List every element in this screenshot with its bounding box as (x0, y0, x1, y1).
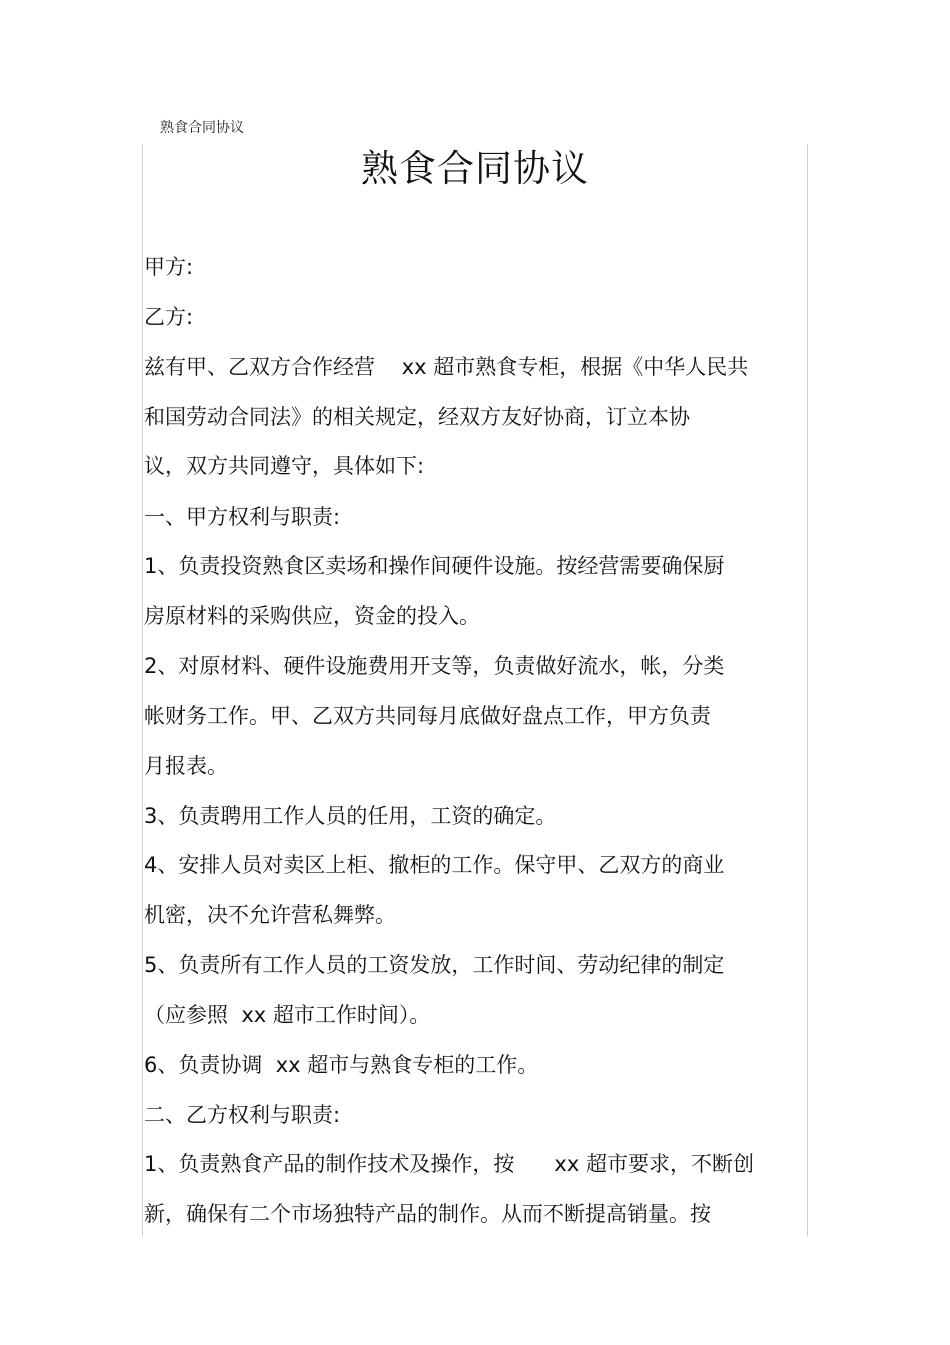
clause-line: 帐财务工作。甲、乙双方共同每月底做好盘点工作，甲方负责 (144, 704, 711, 728)
clause-line: 4、安排人员对卖区上柜、撤柜的工作。保守甲、乙双方的商业 (144, 853, 725, 877)
section-heading: 二、乙方权利与职责: (144, 1103, 341, 1127)
clause-line: 新，确保有二个市场独特产品的制作。从而不断提高销量。按 (144, 1202, 711, 1226)
clause-line: 3、负责聘用工作人员的任用，工资的确定。 (144, 804, 557, 828)
clause-line: 房原材料的采购供应，资金的投入。 (144, 604, 480, 628)
section-heading: 一、甲方权利与职责: (144, 505, 341, 529)
clause-line: 6、负责协调 xx 超市与熟食专柜的工作。 (144, 1053, 539, 1077)
clause-line: 1、负责投资熟食区卖场和操作间硬件设施。按经营需要确保厨 (144, 554, 725, 578)
clause-line: 1、负责熟食产品的制作技术及操作，按 xx 超市要求，不断创 (144, 1152, 754, 1176)
paragraph-line: 兹有甲、乙双方合作经营 xx 超市熟食专柜，根据《中华人民共 (144, 355, 749, 379)
paragraph-line: 议，双方共同遵守，具体如下: (144, 454, 425, 478)
clause-line: 5、负责所有工作人员的工资发放，工作时间、劳动纪律的制定 (144, 953, 725, 977)
party-a-line: 甲方: (144, 255, 194, 279)
party-b-line: 乙方: (144, 305, 194, 329)
clause-line: 月报表。 (144, 754, 228, 778)
clause-line: 2、对原材料、硬件设施费用开支等，负责做好流水，帐，分类 (144, 654, 725, 678)
document-title: 熟食合同协议 (361, 147, 589, 190)
running-header: 熟食合同协议 (160, 120, 244, 136)
paragraph-line: 和国劳动合同法》的相关规定，经双方友好协商，订立本协 (144, 405, 690, 429)
clause-line: 机密，决不允许营私舞弊。 (144, 903, 396, 927)
clause-line: （应参照 xx 超市工作时间）。 (144, 1003, 431, 1027)
